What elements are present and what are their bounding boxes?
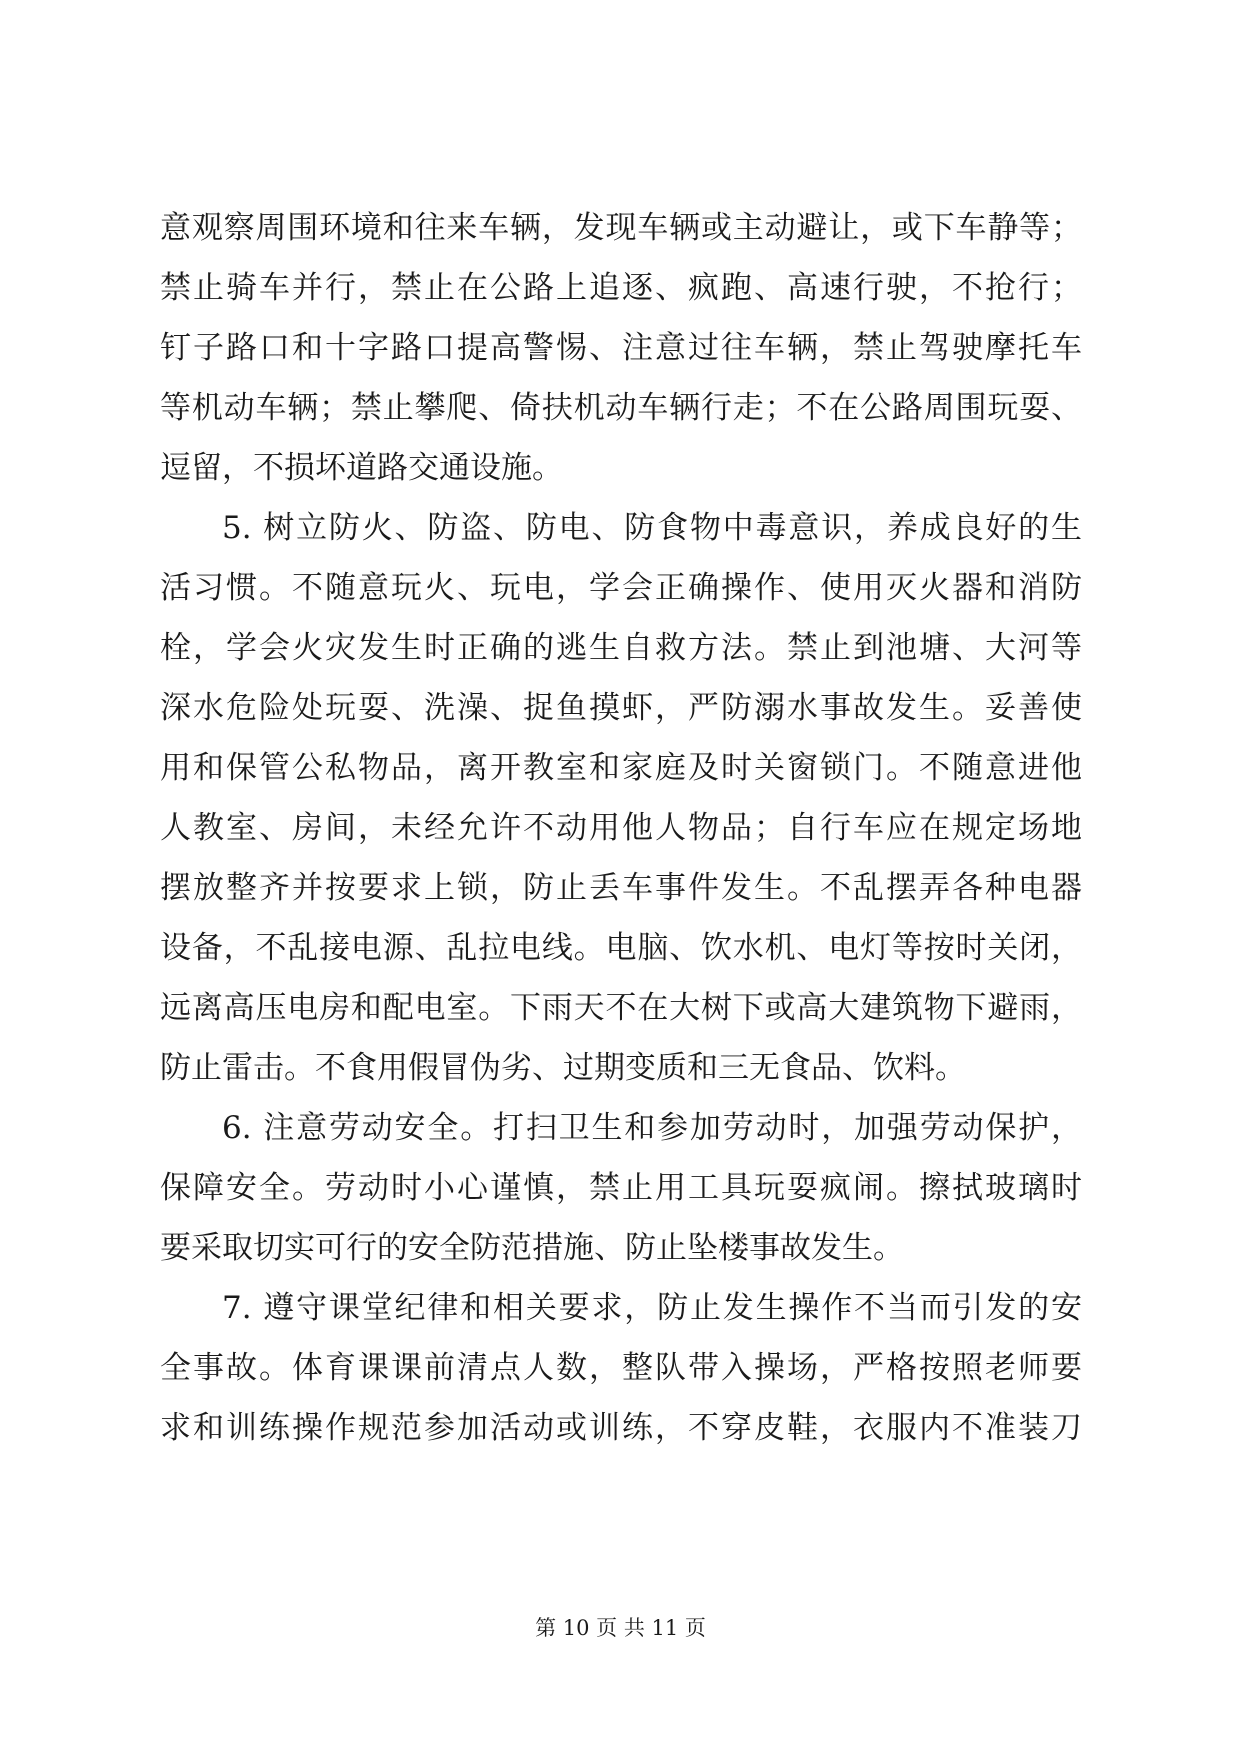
text-line: 意观察周围环境和往来车辆，发现车辆或主动避让，或下车静等； — [160, 210, 1082, 246]
text-line: 等机动车辆；禁止攀爬、倚扶机动车辆行走；不在公路周围玩耍、 — [160, 390, 1082, 426]
text-line: 用和保管公私物品，离开教室和家庭及时关窗锁门。不随意进他 — [160, 750, 1082, 786]
text-line: 逗留，不损坏道路交通设施。 — [160, 450, 563, 486]
text-line: 要采取切实可行的安全防范措施、防止坠楼事故发生。 — [160, 1230, 904, 1266]
text-line: 保障安全。劳动时小心谨慎，禁止用工具玩耍疯闹。擦拭玻璃时 — [160, 1170, 1082, 1206]
text-line: 远离高压电房和配电室。下雨天不在大树下或高大建筑物下避雨， — [160, 990, 1082, 1026]
text-line: 防止雷击。不食用假冒伪劣、过期变质和三无食品、饮料。 — [160, 1050, 966, 1086]
page-footer: 第 10 页 共 11 页 — [535, 1616, 706, 1640]
text-line: 活习惯。不随意玩火、玩电，学会正确操作、使用灭火器和消防 — [160, 570, 1082, 606]
text-line: 求和训练操作规范参加活动或训练，不穿皮鞋，衣服内不准装刀 — [160, 1410, 1082, 1446]
text-line: 5. 树立防火、防盗、防电、防食物中毒意识，养成良好的生 — [222, 510, 1082, 546]
text-line: 6. 注意劳动安全。打扫卫生和参加劳动时，加强劳动保护， — [222, 1110, 1082, 1146]
text-line: 设备，不乱接电源、乱拉电线。电脑、饮水机、电灯等按时关闭， — [160, 930, 1082, 966]
text-line: 禁止骑车并行，禁止在公路上追逐、疯跑、高速行驶，不抢行； — [160, 270, 1082, 306]
text-line: 深水危险处玩耍、洗澡、捉鱼摸虾，严防溺水事故发生。妥善使 — [160, 690, 1082, 726]
text-line: 人教室、房间，未经允许不动用他人物品；自行车应在规定场地 — [160, 810, 1082, 846]
text-line: 7. 遵守课堂纪律和相关要求，防止发生操作不当而引发的安 — [222, 1290, 1082, 1326]
body-text — [160, 198, 1082, 1458]
text-line: 摆放整齐并按要求上锁，防止丢车事件发生。不乱摆弄各种电器 — [160, 870, 1082, 906]
text-line: 全事故。体育课课前清点人数，整队带入操场，严格按照老师要 — [160, 1350, 1082, 1386]
text-line: 栓，学会火灾发生时正确的逃生自救方法。禁止到池塘、大河等 — [160, 630, 1082, 666]
text-line: 钉子路口和十字路口提高警惕、注意过往车辆，禁止驾驶摩托车 — [160, 330, 1082, 366]
